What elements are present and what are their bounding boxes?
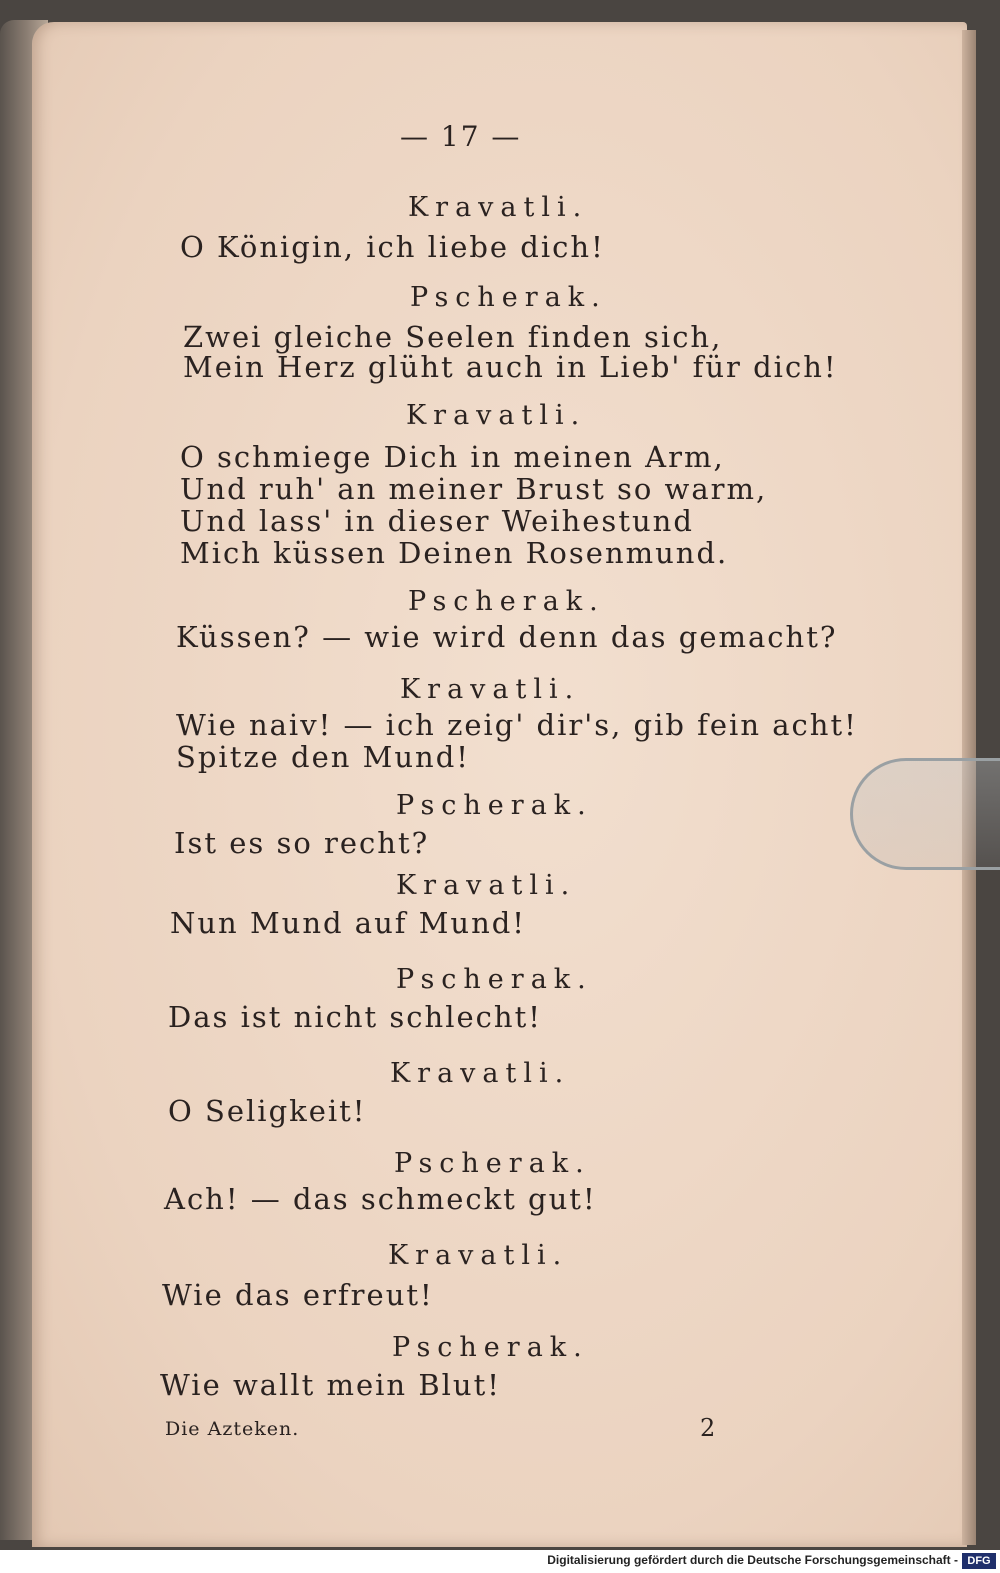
speaker-name: Pscherak. xyxy=(394,1148,591,1179)
speaker-name: Pscherak. xyxy=(396,790,593,821)
speaker-name: Pscherak. xyxy=(410,282,607,313)
attribution-text: Digitalisierung gefördert durch die Deutsche Forschungsgemeinschaft - xyxy=(547,1553,958,1567)
dialogue-line: Wie das erfreut! xyxy=(162,1278,434,1312)
page-number: — 17 — xyxy=(400,120,522,153)
dialogue-line: Spitze den Mund! xyxy=(176,740,470,774)
dialogue-line: Küssen? — wie wird denn das gemacht? xyxy=(176,620,838,654)
speaker-name: Kravatli. xyxy=(400,674,581,705)
dialogue-line: Ach! — das schmeckt gut! xyxy=(164,1182,597,1216)
dialogue-line: Das ist nicht schlecht! xyxy=(168,1000,542,1034)
attribution-bar xyxy=(0,1550,1000,1573)
speaker-name: Kravatli. xyxy=(396,870,577,901)
dialogue-line: O schmiege Dich in meinen Arm, xyxy=(180,440,725,474)
speaker-name: Pscherak. xyxy=(392,1332,589,1363)
dialogue-line: Wie wallt mein Blut! xyxy=(160,1368,501,1402)
dialogue-line: Ist es so recht? xyxy=(174,826,430,860)
speaker-name: Pscherak. xyxy=(396,964,593,995)
dialogue-line: Zwei gleiche Seelen finden sich, xyxy=(183,320,723,354)
dialogue-line: O Seligkeit! xyxy=(168,1094,367,1128)
signature-mark: 2 xyxy=(700,1414,716,1442)
dialogue-line: Nun Mund auf Mund! xyxy=(170,906,526,940)
dfg-logo-icon: DFG xyxy=(962,1553,996,1569)
dialogue-line: Und lass' in dieser Weihestund xyxy=(180,504,694,538)
dialogue-line: Mich küssen Deinen Rosenmund. xyxy=(180,536,729,570)
speaker-name: Kravatli. xyxy=(406,400,587,431)
dialogue-line: Mein Herz glüht auch in Lieb' für dich! xyxy=(183,350,838,384)
footer-title: Die Azteken. xyxy=(165,1418,300,1440)
speaker-name: Kravatli. xyxy=(408,192,589,223)
page-clip xyxy=(850,758,1000,870)
speaker-name: Kravatli. xyxy=(390,1058,571,1089)
dialogue-line: Und ruh' an meiner Brust so warm, xyxy=(180,472,768,506)
dialogue-line: Wie naiv! — ich zeig' dir's, gib fein acht! xyxy=(176,708,858,742)
dialogue-line: O Königin, ich liebe dich! xyxy=(180,230,605,264)
speaker-name: Pscherak. xyxy=(408,586,605,617)
speaker-name: Kravatli. xyxy=(388,1240,569,1271)
